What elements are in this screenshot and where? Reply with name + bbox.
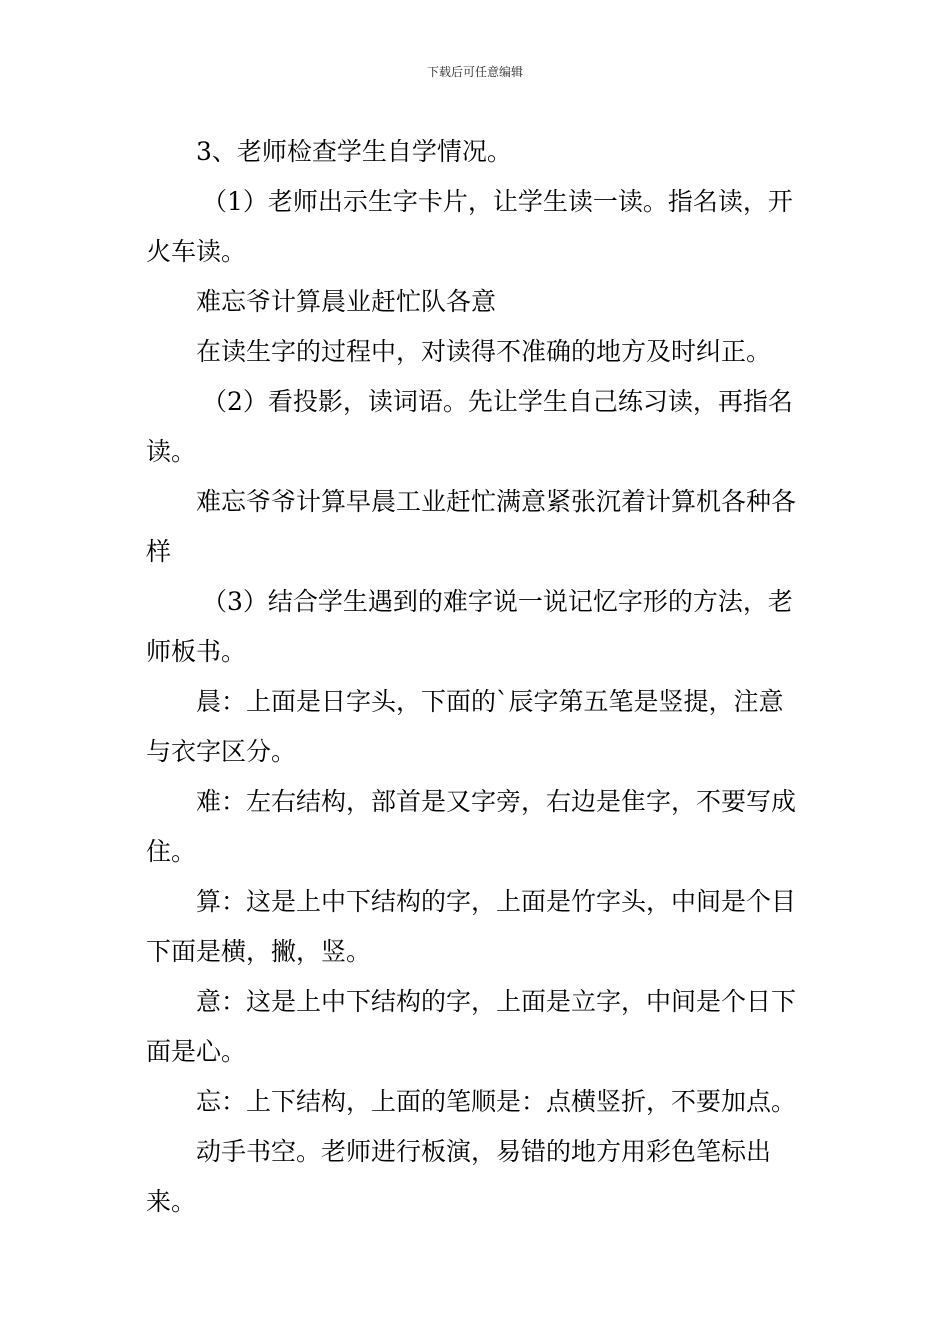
paragraph-char-yi: 意：这是上中下结构的字，上面是立字，中间是个日下面是心。 [146, 987, 797, 1066]
paragraph-char-suan: 算：这是上中下结构的字，上面是竹字头，中间是个目下面是横，撇，竖。 [146, 887, 797, 966]
paragraph-read-words: （2）看投影，读词语。先让学生自己练习读，再指名读。 [146, 387, 793, 466]
page-header-note: 下载后可任意编辑 [426, 65, 523, 79]
paragraph-correct-reading: 在读生字的过程中，对读得不准确的地方及时纠正。 [196, 337, 772, 366]
paragraph-word-list: 难忘爷爷计算早晨工业赶忙满意紧张沉着计算机各种各样 [146, 487, 797, 566]
paragraph-char-nan: 难：左右结构，部首是又字旁，右边是隹字，不要写成住。 [146, 787, 797, 866]
paragraph-char-chen: 晨：上面是日字头，下面的`辰字第五笔是竖提，注意与衣字区分。 [146, 687, 784, 766]
document-body [146, 127, 806, 1227]
paragraph-show-cards: （1）老师出示生字卡片，让学生读一读。指名读，开火车读。 [146, 187, 793, 266]
paragraph-air-writing: 动手书空。老师进行板演，易错的地方用彩色笔标出来。 [146, 1137, 772, 1216]
paragraph-character-list: 难忘爷计算晨业赶忙队各意 [196, 287, 497, 316]
paragraph-char-wang: 忘：上下结构，上面的笔顺是：点横竖折，不要加点。 [196, 1087, 797, 1116]
paragraph-memory-methods: （3）结合学生遇到的难字说一说记忆字形的方法，老师板书。 [146, 587, 793, 666]
paragraph-step-3: 3、老师检查学生自学情况。 [196, 137, 512, 166]
